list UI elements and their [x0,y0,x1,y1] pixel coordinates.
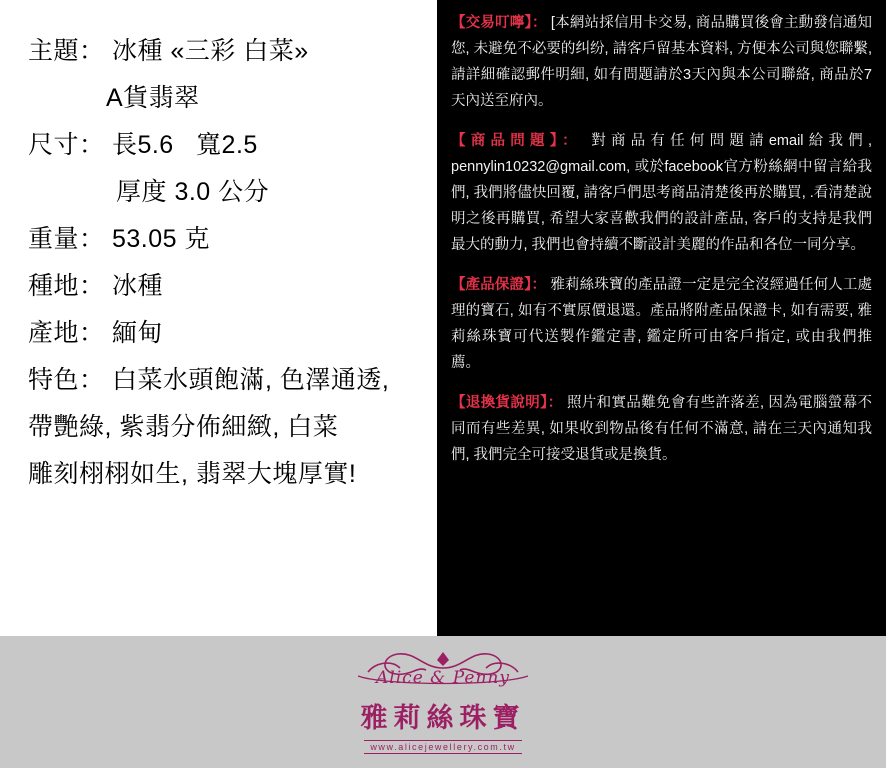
note-product-questions-title: 【商品問題】： [451,133,582,149]
spec-line-weight: 重量： 53.05 克 [28,225,210,253]
policy-notes-panel [437,0,886,636]
footer-bar [0,636,886,768]
spec-line-type: 種地： 冰種 [28,272,163,300]
spec-line-title: 主題： 冰種 «三彩 白菜» [28,37,309,65]
note-return-policy-title: 【退換貨說明】： [451,395,563,411]
note-guarantee-body: 雅莉絲珠寶的產品證一定是完全沒經過任何人工處理的寶石, 如有不實原價退還。產品將附產品保證卡, 如有需要, 雅莉絲珠寶可代送製作鑑定書, 鑑定所可由客戶指定, 或由我們推薦。 [451,277,873,371]
spec-line-size: 尺寸： 長5.6 寬2.5 [28,131,258,159]
spec-line-origin: 產地： 緬甸 [28,319,163,347]
note-guarantee [451,272,872,376]
spec-line-title-cont: A貨翡翠 [106,84,200,112]
note-transaction-title: 【交易叮嚀】： [451,15,547,31]
note-transaction-body: [本網站採信用卡交易, 商品購買後會主動發信通知您, 未避免不必要的纠纷, 請客戶留基本資料, 方便本公司與您聯繫, 請詳細確認郵件明細, 如有問題請於3天內與本公司聯絡, 商品於7天內送至府內。 [451,15,872,109]
logo-website-url: www.alicejewellery.com.tw [364,740,521,754]
note-product-questions [451,128,872,258]
spec-line-thickness: 厚度 3.0 公分 [116,178,270,206]
spec-line-feature-3: 雕刻栩栩如生, 翡翠大塊厚實! [28,460,357,488]
spec-line-feature-2: 帶艷綠, 紫翡分佈細緻, 白菜 [28,413,339,441]
logo-chinese-name: 雅莉絲珠寶 [360,703,526,734]
note-transaction [451,10,872,114]
logo-mark [338,646,548,698]
note-product-questions-body: 對商品有任何問題請email給我們, pennylin10232@gmail.com, 或於facebook官方粉絲網中留言給我們, 我們將儘快回覆, 請客戶們思考商品清楚後再於購買, .看清楚說明之後再購買, 希望大家喜歡我們的設計產品, 客戶的支持是我們最大的動力, 我們也會持續不斷設計美麗的作品和各位一同分享。 [451,133,872,253]
logo-script-text: Alice & Penny [376,668,510,688]
brand-logo [338,646,548,754]
note-return-policy-body: 照片和實品難免會有些許落差, 因為電腦螢幕不同而有些差異, 如果收到物品後有任何不滿意, 請在三天內通知我們, 我們完全可接受退貨或是換貨。 [451,395,873,463]
note-return-policy [451,390,872,468]
spec-list [28,28,427,498]
note-guarantee-title: 【產品保證】： [451,277,547,293]
product-spec-panel [0,0,437,636]
spec-line-feature-1: 特色： 白菜水頭飽滿, 色澤通透, [28,366,390,394]
